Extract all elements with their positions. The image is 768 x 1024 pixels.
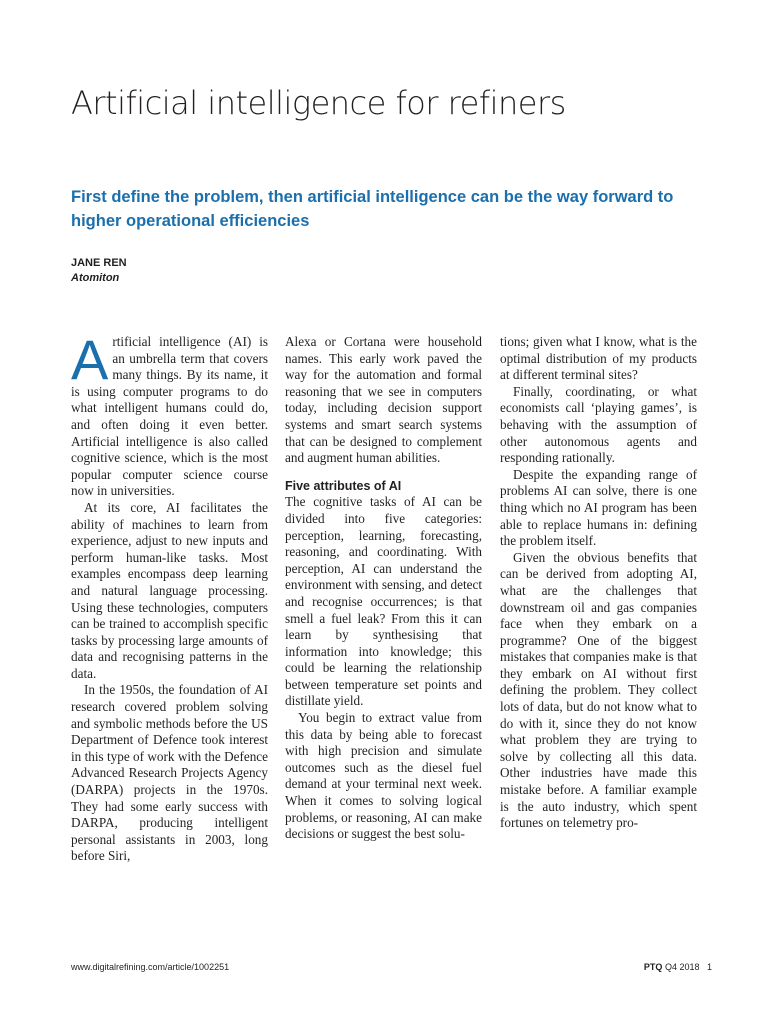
- author-affiliation: Atomiton: [71, 272, 120, 284]
- footer-page-info: [644, 962, 712, 972]
- paragraph: The cognitive tasks of AI can be divided into five categories: perception, learning, forecasting, reasoning, and coordinating. With perception, AI can understand the environment with sensing, and detect and recognise occurrences; is that smell a fuel leak? From this it can learn by synthesising that information into knowledge; this could be learning the relationship between temperature set points and distillate yield.: [285, 494, 482, 709]
- paragraph-text: rtificial intelligence (AI) is an umbrella term that covers many things. By its name, it is using computer programs to do what intelligent humans could do, and often doing it even better. Artificial intelligence is also called cognitive science, which is the most popular computer science course now in universities.: [71, 334, 268, 499]
- drop-cap: A: [71, 328, 109, 391]
- author-name: JANE REN: [71, 257, 127, 269]
- paragraph: In the 1950s, the foundation of AI research covered problem solving and symbolic methods before the US Department of Defence took interest in this type of work with the Defence Advanced Research Projects Agency (DARPA) projects in the 1970s. They had some early success with DARPA, producing intelligent personal assistants in 2003, long before Siri,: [71, 682, 268, 864]
- article-subtitle: First define the problem, then artificial intelligence can be the way forward to higher operational efficiencies: [71, 188, 674, 230]
- paragraph: Despite the expanding range of problems AI can solve, there is one thing which no AI program has been able to replace humans in: defining the problem itself.: [500, 466, 697, 549]
- paragraph: You begin to extract value from this data by being able to forecast with high precision and simulate outcomes such as the diesel fuel demand at your terminal next week. When it comes to solving logical problems, or reasoning, AI can make decisions or suggest the best solu-: [285, 710, 482, 842]
- paragraph: tions; given what I know, what is the optimal distribution of my products at different terminal sites?: [500, 334, 697, 383]
- article-title: Artificial intelligence for refiners: [71, 84, 566, 122]
- paragraph: Alexa or Cortana were household names. This early work paved the way for the automation and formal reasoning that we see in computers today, including decision support systems and smart search systems that can be designed to complement and augment human abilities.: [285, 334, 482, 466]
- column-3: [500, 334, 697, 832]
- paragraph: At its core, AI facilitates the ability of machines to learn from experience, adjust to new inputs and perform human-like tasks. Most examples encompass deep learning and natural language processing. Using these technologies, computers can be trained to accomplish specific tasks by processing large amounts of data and recognising patterns in the data.: [71, 499, 268, 681]
- publication-name: PTQ: [643, 962, 663, 972]
- page-number: 1: [706, 962, 712, 972]
- section-heading: Five attributes of AI: [285, 478, 402, 493]
- column-1: [71, 328, 268, 865]
- paragraph: Given the obvious benefits that can be derived from adopting AI, what are the challenges that downstream oil and gas companies face when they embark on a programme? One of the biggest mistakes that companies make is that they embark on AI without first defining the problem. They collect lots of data, but do not know what to do with it, since they do not know what problem they are trying to solve by collecting all this data. Other industries have made this mistake before. A familiar example is the auto industry, which spent fortunes on telemetry pro-: [500, 549, 697, 831]
- paragraph: Finally, coordinating, or what economists call ‘playing games’, is behaving with the assumption of other autonomous agents and responding rationally.: [500, 383, 697, 466]
- byline: [71, 256, 127, 286]
- paragraph: [71, 328, 268, 500]
- issue-label: Q4 2018: [664, 962, 700, 972]
- footer-url[interactable]: www.digitalrefining.com/article/1002251: [71, 962, 230, 972]
- column-2: [285, 334, 482, 843]
